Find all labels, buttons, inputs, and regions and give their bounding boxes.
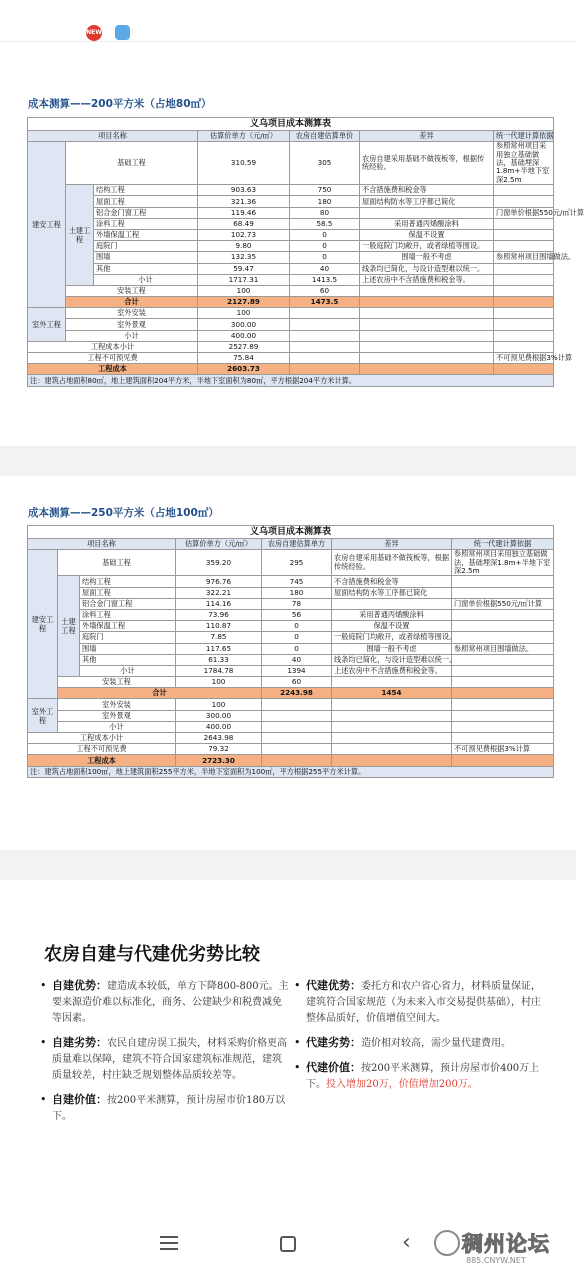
row-price: 132.35	[198, 252, 290, 263]
row-name: 围墙	[80, 643, 176, 654]
row-self: 60	[290, 285, 360, 296]
group-sub: 土建工程	[66, 185, 94, 286]
row-diff	[360, 207, 494, 218]
row-self: 1413.5	[290, 274, 360, 285]
row-diff: 农房自建采用基础不做筏板等，根据传统经验。	[360, 142, 494, 185]
section-title-200: 成本测算——200平方米（占地80㎡）	[28, 98, 212, 110]
row-price: 400.00	[198, 330, 290, 341]
row-price: 110.87	[176, 621, 262, 632]
header-self: 农房自建估算单价	[290, 131, 360, 142]
row-basis	[452, 609, 554, 620]
subtotal-name: 工程成本小计	[28, 733, 176, 744]
row-self: 0	[262, 632, 332, 643]
row-basis	[494, 196, 554, 207]
row-self: 80	[290, 207, 360, 218]
total-name: 合计	[58, 688, 262, 699]
row-price: 100	[198, 285, 290, 296]
home-icon[interactable]	[280, 1236, 296, 1252]
row-self: 0	[262, 643, 332, 654]
row-name: 安装工程	[66, 285, 198, 296]
unforeseen-price: 79.32	[176, 744, 262, 755]
header-name: 项目名称	[28, 539, 176, 550]
row-basis	[494, 263, 554, 274]
total-name: 合计	[66, 297, 198, 308]
final-price: 2603.73	[198, 364, 290, 375]
menu-icon[interactable]	[160, 1236, 178, 1250]
subtotal-price: 2527.89	[198, 341, 290, 352]
row-self: 0	[290, 241, 360, 252]
row-basis	[452, 587, 554, 598]
row-name: 基础工程	[58, 550, 176, 576]
subtotal-price: 2643.98	[176, 733, 262, 744]
row-basis	[452, 654, 554, 665]
row-price: 68.49	[198, 218, 290, 229]
row-basis: 参照常州项目采用独立基础做法，基础埋深1.8m+半地下室深2.5m	[452, 550, 554, 576]
item-label: 代建劣势：	[306, 1036, 361, 1049]
header-name: 项目名称	[28, 131, 198, 142]
status-bar	[0, 0, 576, 42]
news-app-icon: NEW	[86, 25, 102, 41]
header-basis: 统一代建计算依据	[452, 539, 554, 550]
row-self: 40	[262, 654, 332, 665]
section-divider	[0, 446, 576, 476]
row-diff: 保温不设置	[332, 621, 452, 632]
self-build-column	[40, 978, 290, 1133]
table-note: 注：建筑占地面积80㎡，地上建筑面积204平方米，半地下室面积为80㎡，平方根据204平方米计算。	[28, 375, 554, 386]
row-name: 外墙保温工程	[94, 229, 198, 240]
item-label: 代建价值：	[306, 1061, 361, 1074]
row-self: 180	[290, 196, 360, 207]
row-price: 100	[176, 677, 262, 688]
row-price: 100	[198, 308, 290, 319]
row-price: 7.85	[176, 632, 262, 643]
table-title: 义乌项目成本测算表	[28, 526, 554, 539]
header-diff: 差异	[332, 539, 452, 550]
row-basis	[494, 218, 554, 229]
section-divider	[0, 850, 576, 880]
watermark-name: 稠州论坛	[462, 1232, 550, 1256]
row-diff: 采用普通丙烯酸涂料	[332, 609, 452, 620]
row-diff: 保温不设置	[360, 229, 494, 240]
row-diff: 不含措施费和税金等	[360, 185, 494, 196]
row-price: 310.59	[198, 142, 290, 185]
group-main: 建安工程	[28, 142, 66, 308]
list-item	[294, 1060, 544, 1093]
row-self: 56	[262, 609, 332, 620]
row-price: 1717.31	[198, 274, 290, 285]
row-self: 58.5	[290, 218, 360, 229]
agent-build-column	[294, 978, 544, 1101]
back-icon[interactable]: ‹	[402, 1230, 411, 1255]
row-price: 73.96	[176, 609, 262, 620]
item-text: 造价相对较高，需少量代建费用。	[361, 1038, 511, 1049]
cost-table-250	[27, 525, 554, 778]
row-diff: 屋面结构防水等工序都已简化	[332, 587, 452, 598]
row-self: 60	[262, 677, 332, 688]
row-price: 102.73	[198, 229, 290, 240]
header-basis: 统一代建计算依据	[494, 131, 554, 142]
row-basis	[494, 241, 554, 252]
row-diff: 线条均已简化，与设计造型难以统一。	[360, 263, 494, 274]
item-label: 自建价值：	[52, 1093, 107, 1106]
row-name: 其他	[80, 654, 176, 665]
row-name: 铝合金门窗工程	[80, 598, 176, 609]
item-highlight: 投入增加20万，价值增加200万。	[326, 1079, 478, 1090]
row-price: 903.63	[198, 185, 290, 196]
row-name: 涂料工程	[80, 609, 176, 620]
row-diff	[360, 285, 494, 296]
unforeseen-name: 工程不可预见费	[28, 353, 198, 364]
row-diff: 线条均已简化，与设计造型难以统一。	[332, 654, 452, 665]
row-price: 9.80	[198, 241, 290, 252]
group-sub: 土建工程	[58, 576, 80, 677]
group-outdoor: 室外工程	[28, 699, 58, 733]
row-name: 庭院门	[94, 241, 198, 252]
table-title: 义乌项目成本测算表	[28, 118, 554, 131]
row-diff: 屋面结构防水等工序都已简化	[360, 196, 494, 207]
row-basis	[494, 185, 554, 196]
unforeseen-basis: 不可预见费根据3%计算	[494, 353, 554, 364]
row-name: 结构工程	[94, 185, 198, 196]
list-item	[40, 1092, 290, 1125]
row-diff: 采用普通丙烯酸涂料	[360, 218, 494, 229]
row-name: 安装工程	[58, 677, 176, 688]
list-item	[294, 978, 544, 1027]
row-self: 1394	[262, 665, 332, 676]
total-price: 2127.89	[198, 297, 290, 308]
row-name: 庭院门	[80, 632, 176, 643]
row-name: 室外景观	[66, 319, 198, 330]
row-self: 78	[262, 598, 332, 609]
row-price: 321.36	[198, 196, 290, 207]
row-self: 745	[262, 576, 332, 587]
row-price: 359.20	[176, 550, 262, 576]
row-name: 小计	[80, 665, 176, 676]
final-name: 工程成本	[28, 755, 176, 766]
row-price: 100	[176, 699, 262, 710]
item-text: 建造成本较低，单方下降800-800元。主要来源造价难以标准化，商务、公建缺少和税费减免等因素。	[52, 981, 289, 1024]
section-title-250: 成本测算——250平方米（占地100㎡）	[28, 507, 219, 519]
unforeseen-name: 工程不可预见费	[28, 744, 176, 755]
list-item	[40, 1035, 290, 1084]
row-name: 屋面工程	[94, 196, 198, 207]
row-diff: 农房自建采用基础不做筏板等，根据传统经验。	[332, 550, 452, 576]
row-basis: 参照常州项目围墙做法。	[452, 643, 554, 654]
row-diff: 围墙一般不考虑	[332, 643, 452, 654]
row-basis	[452, 621, 554, 632]
row-basis: 参照常州项目采用独立基础做法，基础埋深1.8m+半地下室深2.5m	[494, 142, 554, 185]
cost-table-200	[27, 117, 584, 387]
row-basis	[452, 665, 554, 676]
unforeseen-price: 75.84	[198, 353, 290, 364]
watermark-url: 885.CNYW.NET	[466, 1256, 526, 1265]
row-price: 117.65	[176, 643, 262, 654]
row-diff: 上述农房中不含措施费和税金等。	[332, 665, 452, 676]
table-note: 注：建筑占地面积100㎡，地上建筑面积255平方米，半地下室面积为100㎡，平方根据255平方米计算。	[28, 766, 554, 777]
header-self: 农房自建估算单方	[262, 539, 332, 550]
final-name: 工程成本	[28, 364, 198, 375]
forum-watermark	[432, 1226, 572, 1272]
row-name: 小计	[94, 274, 198, 285]
row-diff: 不含措施费和税金等	[332, 576, 452, 587]
row-name: 围墙	[94, 252, 198, 263]
list-item	[40, 978, 290, 1027]
row-price: 300.00	[176, 710, 262, 721]
row-basis	[494, 285, 554, 296]
row-price: 59.47	[198, 263, 290, 274]
row-name: 小计	[58, 721, 176, 732]
row-name: 屋面工程	[80, 587, 176, 598]
header-price: 估算价单方（元/㎡）	[198, 131, 290, 142]
row-self: 0	[290, 229, 360, 240]
row-diff: 一般庭院门均敞开，或者绿植等围设。	[360, 241, 494, 252]
row-price: 61.33	[176, 654, 262, 665]
row-basis	[452, 677, 554, 688]
item-text: 按200平米测算，预计房屋市价400万上下。	[306, 1063, 540, 1090]
row-diff: 围墙一般不考虑	[360, 252, 494, 263]
final-price: 2723.30	[176, 755, 262, 766]
subtotal-name: 工程成本小计	[28, 341, 198, 352]
row-self: 180	[262, 587, 332, 598]
row-name: 基础工程	[66, 142, 198, 185]
item-label: 代建优势：	[306, 979, 361, 992]
forum-logo-icon	[434, 1230, 460, 1256]
row-price: 1784.78	[176, 665, 262, 676]
message-app-icon	[115, 25, 130, 40]
row-price: 300.00	[198, 319, 290, 330]
row-basis	[452, 576, 554, 587]
row-diff: 一般庭院门均敞开，或者绿植等围设。	[332, 632, 452, 643]
row-self: 295	[262, 550, 332, 576]
row-price: 114.16	[176, 598, 262, 609]
header-diff: 差异	[360, 131, 494, 142]
group-main: 建安工程	[28, 550, 58, 699]
item-label: 自建优势：	[52, 979, 107, 992]
row-self: 40	[290, 263, 360, 274]
unforeseen-basis: 不可预见费根据3%计算	[452, 744, 554, 755]
row-self: 0	[262, 621, 332, 632]
row-diff	[332, 598, 452, 609]
item-label: 自建劣势：	[52, 1036, 107, 1049]
row-name: 其他	[94, 263, 198, 274]
row-basis: 门窗单价根据550元/㎡计算	[494, 207, 554, 218]
row-price: 976.76	[176, 576, 262, 587]
item-text: 委托方和农户省心省力，材料质量保证，建筑符合国家规范（为未来入市交易提供基础），村庄整体品质好，价值增值空间大。	[306, 981, 541, 1024]
row-basis: 门窗单价根据550元/㎡计算	[452, 598, 554, 609]
list-item	[294, 1035, 544, 1052]
group-outdoor: 室外工程	[28, 308, 66, 342]
row-self: 750	[290, 185, 360, 196]
row-name: 涂料工程	[94, 218, 198, 229]
row-name: 室外安装	[58, 699, 176, 710]
header-price: 估算价单方（元/㎡）	[176, 539, 262, 550]
row-diff	[332, 677, 452, 688]
row-name: 外墙保温工程	[80, 621, 176, 632]
item-text: 按200平米测算，预计房屋市价180万以下。	[52, 1095, 286, 1122]
row-name: 室外安装	[66, 308, 198, 319]
row-price: 400.00	[176, 721, 262, 732]
row-name: 结构工程	[80, 576, 176, 587]
total-price: 2243.98	[262, 688, 332, 699]
row-basis	[452, 632, 554, 643]
row-diff: 上述农房中不含措施费和税金等。	[360, 274, 494, 285]
row-name: 铝合金门窗工程	[94, 207, 198, 218]
row-self: 0	[290, 252, 360, 263]
row-price: 322.21	[176, 587, 262, 598]
total-self: 1454	[332, 688, 452, 699]
row-basis	[494, 274, 554, 285]
item-text: 农民自建房误工损失，材料采购价格更高质量难以保障，建筑不符合国家建筑标准规范，建筑质量较差，村庄缺乏规划整体品质较差等。	[52, 1038, 287, 1081]
row-basis	[494, 229, 554, 240]
row-name: 室外景观	[58, 710, 176, 721]
row-price: 119.46	[198, 207, 290, 218]
total-self: 1473.5	[290, 297, 360, 308]
row-basis: 参照常州项目围墙做法。	[494, 252, 554, 263]
comparison-title: 农房自建与代建优劣势比较	[44, 944, 260, 965]
row-self: 305	[290, 142, 360, 185]
row-name: 小计	[66, 330, 198, 341]
